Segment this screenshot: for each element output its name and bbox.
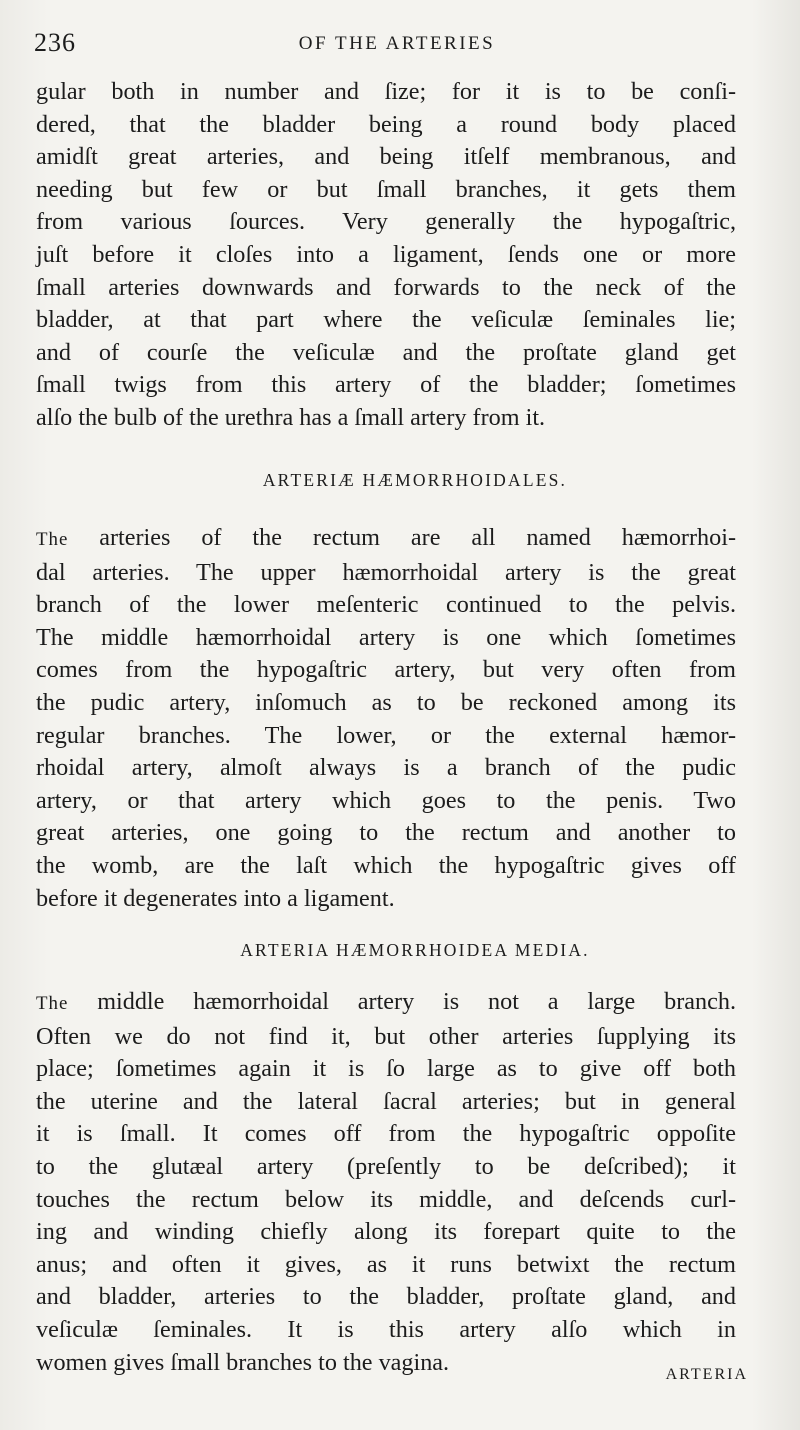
text-line: comes from the hypogaſtric artery, but very often from	[36, 656, 736, 684]
text-line: bladder, at that part where the veſiculæ ſeminales lie;	[36, 306, 736, 334]
text-line: women gives ſmall branches to the vagina.	[36, 1348, 450, 1376]
text-line: rhoidal artery, almoſt always is a branch of the pudic	[36, 754, 736, 782]
text-line-rest: arteries of the rectum are all named hæmorrhoi-	[99, 524, 737, 551]
text-line: it is ſmall. It comes off from the hypogaſtric oppoſite	[36, 1120, 736, 1148]
text-line: amidſt great arteries, and being itſelf membranous, and	[36, 143, 736, 171]
section-heading-haemorrhoidales: ARTERIÆ HÆMORRHOIDALES.	[262, 470, 568, 490]
text-line: gular both in number and ſize; for it is to be conſi-	[36, 78, 736, 105]
text-line: branch of the lower meſenteric continued to the pelvis.	[36, 591, 736, 619]
text-line: artery, or that artery which goes to the penis. Two	[36, 786, 736, 814]
text-line: place; ſometimes again it is ſo large as to give off both	[36, 1055, 736, 1083]
paragraph-media	[36, 986, 736, 1379]
text-line: regular branches. The lower, or the external hæmor-	[36, 721, 736, 749]
text-line: the womb, are the laſt which the hypogaſtric gives off	[36, 851, 736, 879]
text-line: the uterine and the lateral ſacral arteries; but in general	[36, 1087, 736, 1115]
text-line: anus; and often it gives, as it runs betwixt the rectum	[36, 1250, 736, 1278]
text-line-first	[36, 986, 736, 1021]
text-line-rest: middle hæmorrhoidal artery is not a large branch.	[97, 988, 736, 1015]
text-line: before it degenerates into a ligament.	[36, 884, 395, 912]
text-line: and of courſe the veſiculæ and the proſtate gland get	[36, 338, 736, 366]
text-line: needing but few or but ſmall branches, it gets them	[36, 175, 736, 203]
lead-word: The	[36, 529, 69, 550]
text-line: juſt before it cloſes into a ligament, ſends one or more	[36, 240, 736, 268]
text-line: and bladder, arteries to the bladder, proſtate gland, and	[36, 1283, 736, 1311]
text-line-first	[36, 522, 736, 557]
running-head: OF THE ARTERIES	[298, 33, 496, 54]
text-line: great arteries, one going to the rectum and another to	[36, 819, 736, 847]
text-line: the pudic artery, inſomuch as to be reckoned among its	[36, 688, 736, 716]
text-line: from various ſources. Very generally the hypogaſtric,	[36, 208, 736, 236]
text-line: dered, that the bladder being a round body placed	[36, 110, 736, 138]
text-line: to the glutæal artery (preſently to be deſcribed); it	[36, 1152, 736, 1180]
lead-word: The	[36, 993, 69, 1014]
text-line: veſiculæ ſeminales. It is this artery alſo which in	[36, 1315, 736, 1343]
text-line: The middle hæmorrhoidal artery is one which ſometimes	[36, 623, 736, 651]
page-number: 236	[34, 28, 76, 57]
paragraph-haemorrhoidales	[36, 522, 736, 915]
text-line: Often we do not find it, but other arteries ſupplying its	[36, 1022, 736, 1050]
text-line: ſmall twigs from this artery of the bladder; ſometimes	[36, 371, 736, 399]
text-line: dal arteries. The upper hæmorrhoidal artery is the great	[36, 558, 736, 586]
catchword: ARTERIA	[665, 1366, 748, 1383]
paragraph-continuation	[36, 76, 736, 435]
page-header	[34, 28, 760, 62]
text-line: ſmall arteries downwards and forwards to the neck of the	[36, 273, 736, 301]
section-heading-media: ARTERIA HÆMORRHOIDEA MEDIA.	[240, 940, 590, 960]
text-line: alſo the bulb of the urethra has a ſmall artery from it.	[36, 403, 546, 431]
text-line: ing and winding chiefly along its forepart quite to the	[36, 1218, 736, 1246]
text-line: touches the rectum below its middle, and deſcends curl-	[36, 1185, 736, 1213]
